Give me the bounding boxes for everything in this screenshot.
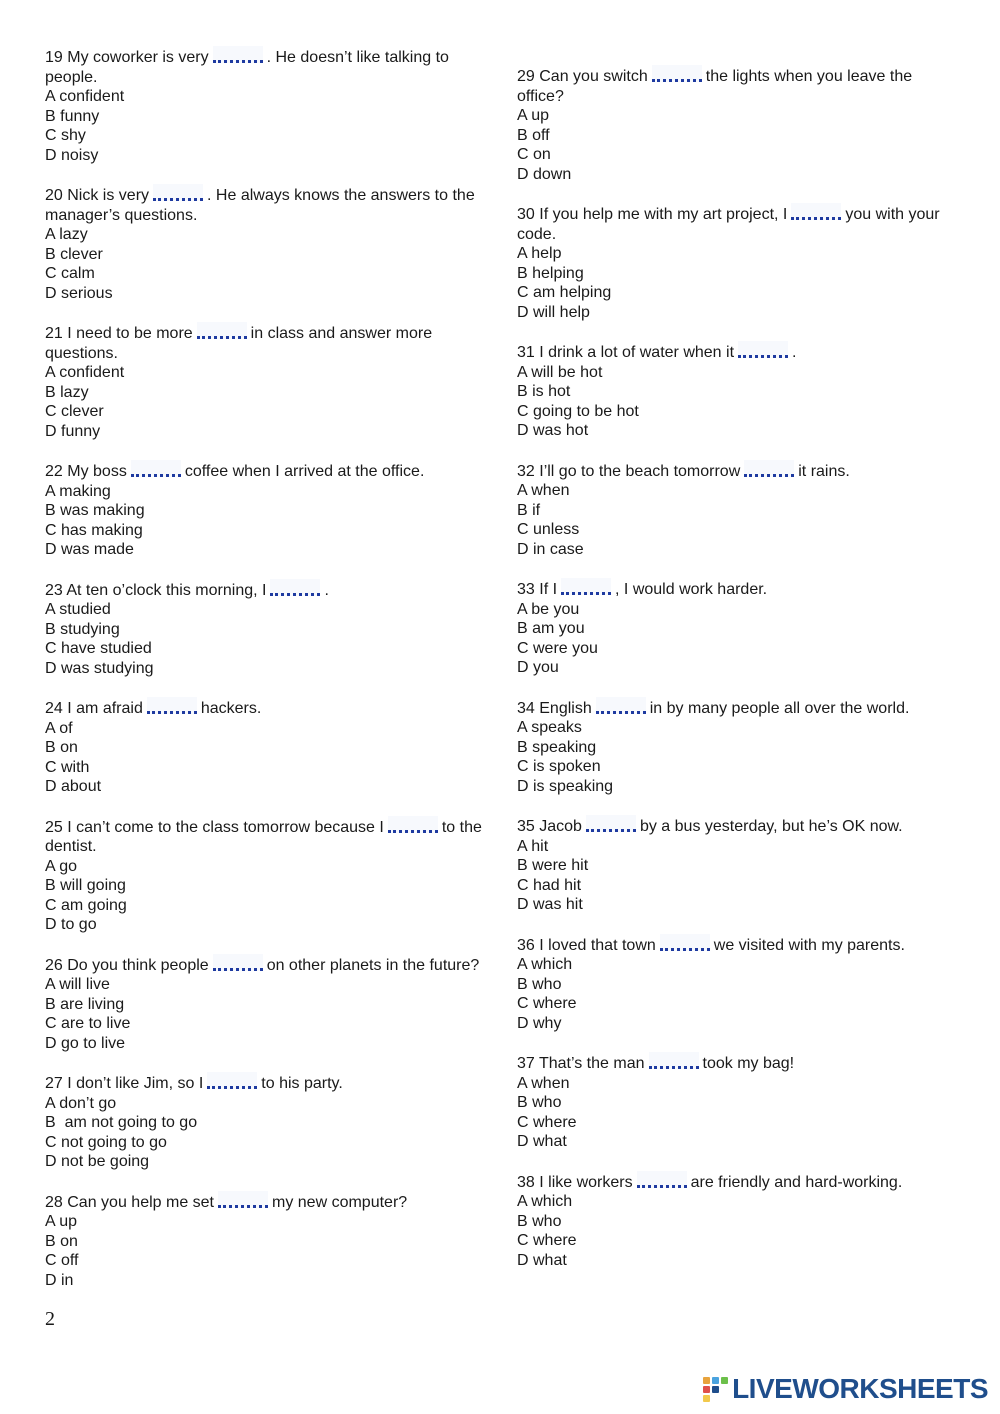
answer-option: C clever: [45, 403, 104, 420]
answer-option: D in: [45, 1271, 74, 1289]
question-21: [45, 322, 485, 441]
question-stem: [517, 1052, 957, 1074]
question-stem: [517, 203, 957, 244]
question-text-after: are friendly and hard-working.: [690, 1173, 903, 1191]
answer-option: D was hot: [517, 422, 589, 439]
answer-option: B were hit: [517, 857, 589, 874]
question-stem: [517, 1171, 957, 1193]
answer-blank[interactable]: [147, 697, 197, 714]
answer-option: A help: [517, 245, 562, 262]
question-23: [45, 579, 485, 679]
question-number: 34: [517, 699, 535, 717]
answer-option: C is spoken: [517, 758, 601, 775]
answer-option: B who: [517, 1212, 562, 1230]
question-28: [45, 1191, 485, 1291]
answer-option: A studied: [45, 601, 111, 618]
answer-option: D why: [517, 1014, 562, 1032]
left-question-column: [45, 46, 485, 1309]
answer-blank[interactable]: [738, 341, 788, 358]
logo-square: [712, 1377, 719, 1384]
answer-option: A up: [45, 1213, 78, 1230]
question-19: [45, 46, 485, 165]
answer-option: D funny: [45, 422, 101, 440]
answer-blank[interactable]: [596, 697, 646, 714]
liveworksheets-logo-icon: [703, 1377, 729, 1401]
question-text-after: took my bag!: [702, 1055, 795, 1072]
question-text-after: my new computer?: [272, 1193, 408, 1211]
answer-blank[interactable]: [652, 65, 702, 82]
question-stem: [45, 460, 485, 482]
answer-option: B who: [517, 1094, 562, 1111]
question-31: [517, 341, 957, 441]
question-text-after: you with your code.: [517, 206, 940, 243]
answer-option: C with: [45, 758, 90, 776]
answer-blank[interactable]: [791, 203, 841, 220]
answer-option: D down: [517, 165, 572, 183]
question-36: [517, 934, 957, 1034]
question-stem: [45, 954, 485, 976]
answer-blank[interactable]: [660, 934, 710, 951]
question-number: 35: [517, 818, 535, 835]
question-text-before: At ten o’clock this morning, I: [66, 581, 267, 599]
question-text-before: Jacob: [539, 818, 582, 835]
answer-option: B am you: [517, 620, 585, 637]
answer-blank[interactable]: [649, 1052, 699, 1069]
answer-option: B is hot: [517, 383, 571, 400]
logo-square: [703, 1377, 710, 1384]
question-text-before: If I: [539, 581, 558, 598]
answer-option: D was hit: [517, 896, 583, 913]
answer-option: D you: [517, 659, 559, 676]
answer-option: A be you: [517, 600, 580, 618]
answer-option: C had hit: [517, 876, 582, 894]
answer-option: D to go: [45, 916, 97, 933]
answer-option: D in case: [517, 540, 584, 558]
question-number: 31: [517, 344, 535, 361]
answer-option: D noisy: [45, 146, 99, 164]
question-text-before: That’s the man: [538, 1055, 645, 1072]
question-text-after: hackers.: [200, 700, 262, 717]
question-number: 26: [45, 956, 63, 974]
liveworksheets-logo-text: LIVEWORKSHEETS: [732, 1373, 988, 1405]
question-stem: [45, 46, 485, 87]
question-text-before: If you help me with my art project, I: [539, 206, 788, 223]
answer-option: A confident: [45, 364, 125, 381]
answer-option: A will be hot: [517, 363, 603, 381]
answer-option: A go: [45, 857, 78, 875]
answer-option: D what: [517, 1251, 567, 1269]
question-stem: [45, 697, 485, 719]
question-text-after: by a bus yesterday, but he’s OK now.: [639, 818, 903, 835]
answer-option: A up: [517, 107, 550, 124]
answer-option: D is speaking: [517, 777, 614, 795]
question-22: [45, 460, 485, 560]
answer-blank[interactable]: [561, 578, 611, 595]
question-number: 36: [517, 936, 535, 954]
question-text-before: English: [539, 699, 592, 717]
answer-option: B speaking: [517, 738, 597, 756]
question-stem: [517, 578, 957, 600]
question-text-before: Do you think people: [67, 956, 209, 974]
question-text-after: , I would work harder.: [615, 581, 768, 598]
question-text-before: I am afraid: [67, 700, 143, 717]
question-stem: [517, 341, 957, 363]
question-stem: [45, 184, 485, 225]
answer-blank[interactable]: [744, 460, 794, 477]
answer-option: B who: [517, 975, 562, 993]
question-stem: [45, 1072, 485, 1094]
answer-option: C where: [517, 1113, 577, 1131]
answer-option: C where: [517, 1232, 577, 1249]
question-text-after: .: [324, 581, 329, 599]
answer-option: C not going to go: [45, 1133, 167, 1151]
answer-option: A of: [45, 719, 73, 737]
answer-blank[interactable]: [213, 46, 263, 63]
answer-blank[interactable]: [153, 184, 203, 201]
question-text-before: Nick is very: [67, 187, 150, 204]
question-35: [517, 815, 957, 915]
question-30: [517, 203, 957, 322]
question-text-before: I can’t come to the class tomorrow because I: [67, 818, 384, 836]
answer-option: C going to be hot: [517, 402, 639, 420]
answer-option: B on: [45, 1232, 78, 1250]
question-text-after: the lights when you leave the office?: [517, 68, 913, 105]
question-stem: [45, 579, 485, 601]
answer-option: D go to live: [45, 1034, 126, 1052]
answer-option: B are living: [45, 995, 125, 1013]
question-number: 21: [45, 325, 63, 342]
answer-blank[interactable]: [207, 1072, 257, 1089]
question-text-after: on other planets in the future?: [266, 956, 480, 974]
question-stem: [517, 815, 957, 837]
answer-option: A will live: [45, 976, 110, 993]
answer-option: C am going: [45, 896, 127, 914]
question-text-before: I like workers: [539, 1173, 633, 1191]
question-text-after: in by many people all over the world.: [649, 699, 910, 717]
question-text-after: it rains.: [798, 462, 850, 480]
logo-square: [703, 1395, 710, 1402]
answer-option: A hit: [517, 837, 549, 855]
answer-option: C where: [517, 995, 577, 1012]
question-20: [45, 184, 485, 303]
answer-option: C off: [45, 1252, 79, 1269]
question-32: [517, 460, 957, 560]
question-stem: [45, 816, 485, 857]
answer-option: C shy: [45, 127, 86, 144]
question-number: 32: [517, 462, 535, 480]
question-text-after: coffee when I arrived at the office.: [184, 463, 425, 480]
question-text-before: I don’t like Jim, so I: [67, 1075, 204, 1092]
answer-blank[interactable]: [586, 815, 636, 832]
question-number: 25: [45, 818, 63, 836]
answer-option: A confident: [45, 88, 125, 105]
question-number: 27: [45, 1075, 63, 1092]
answer-option: B clever: [45, 245, 103, 263]
page-number: 2: [45, 1308, 55, 1330]
answer-blank[interactable]: [218, 1191, 268, 1208]
answer-option: D will help: [517, 303, 590, 321]
answer-option: B will going: [45, 877, 126, 894]
question-number: 22: [45, 463, 63, 480]
answer-option: B off: [517, 126, 550, 144]
question-number: 20: [45, 187, 63, 204]
question-37: [517, 1052, 957, 1152]
answer-option: A speaks: [517, 719, 582, 736]
question-text-after: to the dentist.: [45, 818, 482, 855]
question-34: [517, 697, 957, 797]
question-29: [517, 65, 957, 184]
logo-square: [721, 1377, 728, 1384]
answer-option: B am not going to go: [45, 1114, 198, 1131]
answer-option: A which: [517, 1193, 573, 1210]
question-number: 28: [45, 1193, 63, 1211]
answer-option: B helping: [517, 264, 584, 282]
liveworksheets-logo: [703, 1374, 988, 1404]
answer-blank[interactable]: [270, 579, 320, 596]
answer-option: D serious: [45, 284, 113, 302]
answer-option: C has making: [45, 521, 143, 539]
answer-option: B studying: [45, 620, 120, 638]
answer-option: A making: [45, 482, 111, 500]
logo-square: [712, 1386, 719, 1393]
question-text-after: to his party.: [261, 1075, 343, 1092]
question-number: 24: [45, 700, 63, 717]
question-38: [517, 1171, 957, 1271]
question-text-before: I need to be more: [67, 325, 193, 342]
answer-option: B lazy: [45, 383, 89, 401]
question-number: 19: [45, 49, 63, 66]
question-number: 37: [517, 1055, 535, 1072]
answer-option: D was studying: [45, 659, 154, 677]
question-text-before: My boss: [67, 463, 127, 480]
question-text-before: Can you switch: [539, 68, 648, 85]
question-text-after: . He doesn’t like talking to people.: [45, 49, 449, 86]
answer-option: A which: [517, 956, 573, 973]
question-number: 23: [45, 581, 63, 599]
answer-option: C calm: [45, 265, 95, 282]
question-text-before: My coworker is very: [67, 49, 209, 66]
answer-option: A when: [517, 482, 570, 499]
answer-blank[interactable]: [197, 322, 247, 339]
answer-option: C unless: [517, 521, 580, 538]
answer-option: B on: [45, 739, 78, 756]
right-question-column: [517, 65, 957, 1289]
question-text-after: we visited with my parents.: [713, 936, 905, 954]
question-26: [45, 954, 485, 1054]
question-number: 29: [517, 68, 535, 85]
answer-option: A lazy: [45, 226, 88, 243]
answer-option: D was made: [45, 541, 134, 558]
question-33: [517, 578, 957, 678]
answer-option: C are to live: [45, 1015, 131, 1032]
logo-square: [703, 1386, 710, 1393]
question-text-before: I loved that town: [539, 936, 656, 954]
answer-blank[interactable]: [131, 460, 181, 477]
question-stem: [517, 65, 957, 106]
question-stem: [517, 934, 957, 956]
answer-option: B if: [517, 501, 541, 519]
answer-option: B funny: [45, 107, 100, 125]
question-text-before: I drink a lot of water when it: [539, 344, 735, 361]
question-stem: [517, 460, 957, 482]
answer-option: B was making: [45, 502, 145, 519]
answer-option: C were you: [517, 639, 598, 657]
question-text-before: Can you help me set: [67, 1193, 214, 1211]
answer-option: D what: [517, 1133, 567, 1150]
question-text-after: .: [792, 344, 797, 361]
answer-blank[interactable]: [213, 954, 263, 971]
question-24: [45, 697, 485, 797]
question-stem: [517, 697, 957, 719]
question-text-before: I’ll go to the beach tomorrow: [539, 462, 741, 480]
question-number: 33: [517, 581, 535, 598]
answer-blank[interactable]: [388, 816, 438, 833]
question-27: [45, 1072, 485, 1172]
answer-option: D about: [45, 778, 102, 795]
question-text-after: . He always knows the answers to the manager’s questions.: [45, 187, 475, 224]
answer-option: C have studied: [45, 640, 152, 657]
question-stem: [45, 1191, 485, 1213]
question-stem: [45, 322, 485, 363]
answer-option: C am helping: [517, 284, 612, 301]
answer-option: A don’t go: [45, 1094, 117, 1112]
answer-option: D not be going: [45, 1153, 150, 1170]
question-25: [45, 816, 485, 935]
answer-option: C on: [517, 146, 551, 163]
question-number: 30: [517, 206, 535, 223]
question-text-after: in class and answer more questions.: [45, 325, 433, 362]
question-number: 38: [517, 1173, 535, 1191]
answer-option: A when: [517, 1074, 570, 1092]
answer-blank[interactable]: [637, 1171, 687, 1188]
